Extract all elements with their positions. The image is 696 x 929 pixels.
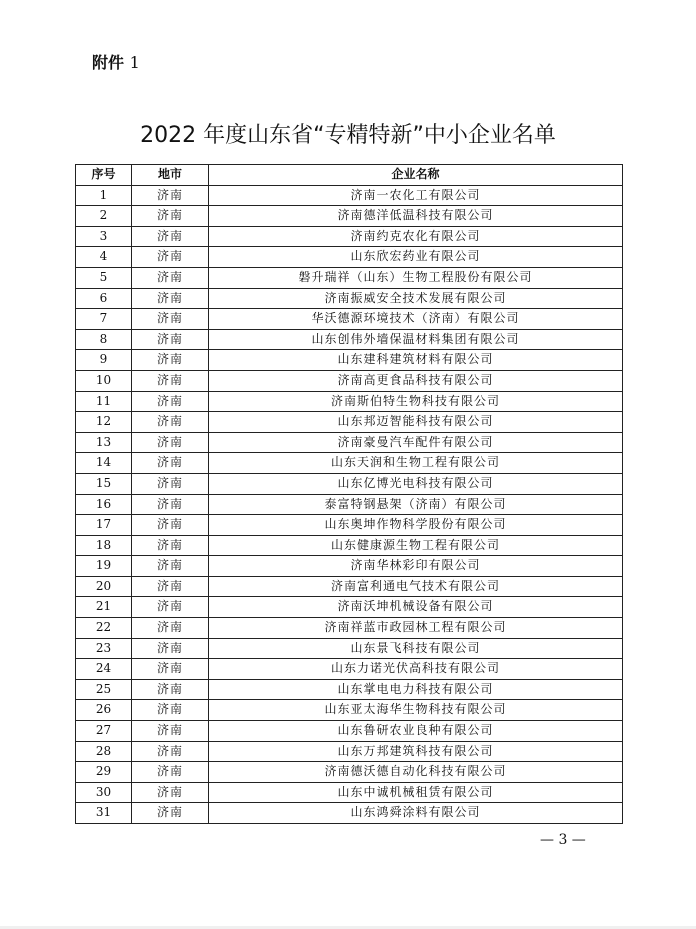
- row-company: 济南德沃德自动化科技有限公司: [209, 762, 623, 783]
- row-index: 6: [76, 288, 132, 309]
- row-city: 济南: [132, 432, 209, 453]
- company-table: [75, 164, 623, 824]
- row-index: 31: [76, 803, 132, 824]
- row-index: 22: [76, 618, 132, 639]
- row-company: 山东鸿舜涂料有限公司: [209, 803, 623, 824]
- row-index: 8: [76, 329, 132, 350]
- table-row: [76, 453, 623, 474]
- table-row: [76, 350, 623, 371]
- row-city: 济南: [132, 267, 209, 288]
- table-row: [76, 618, 623, 639]
- row-city: 济南: [132, 206, 209, 227]
- row-company: 济南斯伯特生物科技有限公司: [209, 391, 623, 412]
- row-index: 30: [76, 782, 132, 803]
- row-company: 济南约克农化有限公司: [209, 226, 623, 247]
- row-index: 25: [76, 679, 132, 700]
- table-row: [76, 391, 623, 412]
- row-company: 华沃德源环境技术（济南）有限公司: [209, 309, 623, 330]
- table-row: [76, 247, 623, 268]
- row-city: 济南: [132, 782, 209, 803]
- row-index: 18: [76, 535, 132, 556]
- row-company: 济南富利通电气技术有限公司: [209, 576, 623, 597]
- row-index: 10: [76, 370, 132, 391]
- page-number: — 3 —: [540, 832, 586, 848]
- table-row: [76, 473, 623, 494]
- attachment-text: 附件: [92, 53, 125, 72]
- row-index: 27: [76, 721, 132, 742]
- row-company: 山东亿博光电科技有限公司: [209, 473, 623, 494]
- table-row: [76, 412, 623, 433]
- table-row: [76, 556, 623, 577]
- row-company: 山东景飞科技有限公司: [209, 638, 623, 659]
- table-row: [76, 309, 623, 330]
- row-city: 济南: [132, 185, 209, 206]
- row-index: 16: [76, 494, 132, 515]
- row-index: 17: [76, 515, 132, 536]
- row-index: 19: [76, 556, 132, 577]
- row-company: 山东创伟外墙保温材料集团有限公司: [209, 329, 623, 350]
- row-company: 磐升瑞祥（山东）生物工程股份有限公司: [209, 267, 623, 288]
- row-company: 山东万邦建筑科技有限公司: [209, 741, 623, 762]
- row-index: 3: [76, 226, 132, 247]
- row-company: 济南豪曼汽车配件有限公司: [209, 432, 623, 453]
- attachment-number: 1: [129, 53, 140, 72]
- row-city: 济南: [132, 226, 209, 247]
- table-row: [76, 638, 623, 659]
- table-row: [76, 762, 623, 783]
- row-company: 山东中诚机械租赁有限公司: [209, 782, 623, 803]
- row-company: 济南振威安全技术发展有限公司: [209, 288, 623, 309]
- table-row: [76, 267, 623, 288]
- row-company: 济南华林彩印有限公司: [209, 556, 623, 577]
- row-company: 济南沃坤机械设备有限公司: [209, 597, 623, 618]
- row-city: 济南: [132, 576, 209, 597]
- table-row: [76, 370, 623, 391]
- row-company: 济南一农化工有限公司: [209, 185, 623, 206]
- row-city: 济南: [132, 515, 209, 536]
- row-city: 济南: [132, 453, 209, 474]
- row-company: 山东掌电电力科技有限公司: [209, 679, 623, 700]
- row-city: 济南: [132, 762, 209, 783]
- row-company: 山东建科建筑材料有限公司: [209, 350, 623, 371]
- table-row: [76, 741, 623, 762]
- table-header-row: [76, 165, 623, 186]
- row-company: 山东奥坤作物科学股份有限公司: [209, 515, 623, 536]
- row-index: 5: [76, 267, 132, 288]
- table-row: [76, 288, 623, 309]
- table-row: [76, 515, 623, 536]
- row-city: 济南: [132, 597, 209, 618]
- row-city: 济南: [132, 288, 209, 309]
- row-city: 济南: [132, 247, 209, 268]
- table-row: [76, 535, 623, 556]
- row-index: 1: [76, 185, 132, 206]
- row-company: 山东力诺光伏高科技有限公司: [209, 659, 623, 680]
- row-city: 济南: [132, 721, 209, 742]
- row-company: 山东亚太海华生物科技有限公司: [209, 700, 623, 721]
- row-index: 4: [76, 247, 132, 268]
- row-city: 济南: [132, 803, 209, 824]
- attachment-label: [92, 50, 140, 73]
- table-row: [76, 226, 623, 247]
- row-city: 济南: [132, 370, 209, 391]
- row-city: 济南: [132, 535, 209, 556]
- table-row: [76, 597, 623, 618]
- row-index: 20: [76, 576, 132, 597]
- row-city: 济南: [132, 638, 209, 659]
- row-index: 23: [76, 638, 132, 659]
- table-row: [76, 185, 623, 206]
- row-company: 山东健康源生物工程有限公司: [209, 535, 623, 556]
- table-row: [76, 721, 623, 742]
- table-row: [76, 576, 623, 597]
- row-city: 济南: [132, 494, 209, 515]
- row-index: 11: [76, 391, 132, 412]
- row-city: 济南: [132, 618, 209, 639]
- row-index: 29: [76, 762, 132, 783]
- row-index: 9: [76, 350, 132, 371]
- column-header-index: 序号: [76, 165, 132, 186]
- table-row: [76, 700, 623, 721]
- row-company: 济南高更食品科技有限公司: [209, 370, 623, 391]
- row-company: 山东欣宏药业有限公司: [209, 247, 623, 268]
- table-row: [76, 329, 623, 350]
- row-city: 济南: [132, 556, 209, 577]
- table-row: [76, 782, 623, 803]
- row-index: 14: [76, 453, 132, 474]
- column-header-company: 企业名称: [209, 165, 623, 186]
- row-city: 济南: [132, 350, 209, 371]
- row-company: 山东邦迈智能科技有限公司: [209, 412, 623, 433]
- row-city: 济南: [132, 309, 209, 330]
- row-city: 济南: [132, 700, 209, 721]
- table-body: [76, 185, 623, 823]
- row-index: 13: [76, 432, 132, 453]
- row-company: 山东天润和生物工程有限公司: [209, 453, 623, 474]
- table-row: [76, 206, 623, 227]
- row-index: 7: [76, 309, 132, 330]
- row-city: 济南: [132, 473, 209, 494]
- table-row: [76, 679, 623, 700]
- document-title: 2022 年度山东省“专精特新”中小企业名单: [140, 123, 556, 148]
- row-city: 济南: [132, 391, 209, 412]
- row-company: 泰富特钢悬架（济南）有限公司: [209, 494, 623, 515]
- table-row: [76, 432, 623, 453]
- row-company: 济南德洋低温科技有限公司: [209, 206, 623, 227]
- row-city: 济南: [132, 329, 209, 350]
- table-row: [76, 659, 623, 680]
- row-city: 济南: [132, 679, 209, 700]
- row-index: 28: [76, 741, 132, 762]
- column-header-city: 地市: [132, 165, 209, 186]
- row-company: 山东鲁研农业良种有限公司: [209, 721, 623, 742]
- row-index: 15: [76, 473, 132, 494]
- row-city: 济南: [132, 412, 209, 433]
- row-index: 21: [76, 597, 132, 618]
- row-index: 24: [76, 659, 132, 680]
- row-company: 济南祥蓝市政园林工程有限公司: [209, 618, 623, 639]
- table-row: [76, 494, 623, 515]
- row-index: 26: [76, 700, 132, 721]
- row-city: 济南: [132, 659, 209, 680]
- row-index: 2: [76, 206, 132, 227]
- row-index: 12: [76, 412, 132, 433]
- row-city: 济南: [132, 741, 209, 762]
- table-row: [76, 803, 623, 824]
